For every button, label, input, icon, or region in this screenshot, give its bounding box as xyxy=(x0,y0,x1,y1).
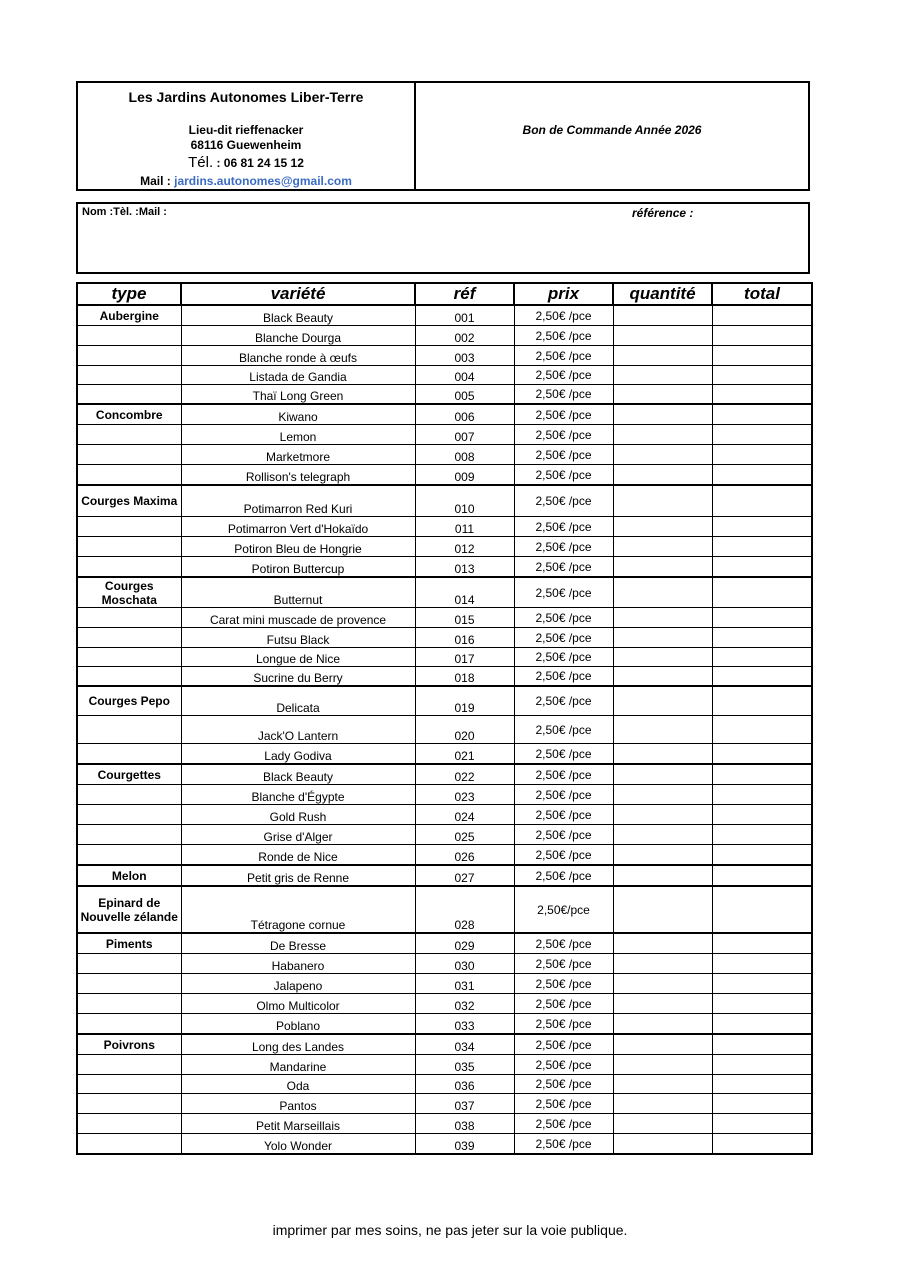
table-row xyxy=(77,425,812,445)
mail-line xyxy=(78,174,414,188)
product-type xyxy=(77,1014,181,1035)
product-ref: 013 xyxy=(415,557,514,578)
product-type xyxy=(77,425,181,445)
total-cell xyxy=(712,608,812,628)
table-row xyxy=(77,628,812,648)
product-type xyxy=(77,994,181,1014)
table-row xyxy=(77,744,812,765)
product-ref: 025 xyxy=(415,825,514,845)
total-cell xyxy=(712,1075,812,1094)
product-ref: 002 xyxy=(415,326,514,346)
quantity-cell[interactable] xyxy=(613,1075,712,1094)
product-ref: 038 xyxy=(415,1114,514,1134)
product-ref: 021 xyxy=(415,744,514,765)
product-variety: Gold Rush xyxy=(181,805,415,825)
total-cell xyxy=(712,485,812,517)
product-ref: 029 xyxy=(415,933,514,954)
product-price: 2,50€ /pce xyxy=(514,865,613,886)
quantity-cell[interactable] xyxy=(613,764,712,785)
total-cell xyxy=(712,785,812,805)
product-variety: Thaï Long Green xyxy=(181,385,415,405)
product-type: Concombre xyxy=(77,404,181,425)
product-price: 2,50€ /pce xyxy=(514,805,613,825)
table-row xyxy=(77,1075,812,1094)
product-variety: Futsu Black xyxy=(181,628,415,648)
quantity-cell[interactable] xyxy=(613,648,712,667)
product-variety: Olmo Multicolor xyxy=(181,994,415,1014)
product-type xyxy=(77,608,181,628)
product-variety: Pantos xyxy=(181,1094,415,1114)
quantity-cell[interactable] xyxy=(613,954,712,974)
order-table-body xyxy=(77,305,812,1154)
product-price: 2,50€ /pce xyxy=(514,667,613,687)
quantity-cell[interactable] xyxy=(613,1055,712,1075)
table-row xyxy=(77,445,812,465)
total-cell xyxy=(712,716,812,744)
product-type xyxy=(77,845,181,866)
table-row xyxy=(77,886,812,933)
table-row xyxy=(77,537,812,557)
product-variety: Potimarron Vert d'Hokaïdo xyxy=(181,517,415,537)
header-total: total xyxy=(712,283,812,305)
quantity-cell[interactable] xyxy=(613,845,712,866)
quantity-cell[interactable] xyxy=(613,608,712,628)
table-row xyxy=(77,465,812,486)
product-variety: Potiron Bleu de Hongrie xyxy=(181,537,415,557)
header-quantity: quantité xyxy=(613,283,712,305)
total-cell xyxy=(712,933,812,954)
table-row xyxy=(77,385,812,405)
table-row xyxy=(77,1094,812,1114)
product-price: 2,50€ /pce xyxy=(514,485,613,517)
address-line-1: Lieu-dit rieffenacker xyxy=(188,123,304,137)
product-type: Epinard de Nouvelle zélande xyxy=(77,886,181,933)
table-row xyxy=(77,716,812,744)
quantity-cell[interactable] xyxy=(613,933,712,954)
product-type xyxy=(77,1114,181,1134)
table-row xyxy=(77,517,812,537)
product-price: 2,50€ /pce xyxy=(514,577,613,608)
quantity-cell[interactable] xyxy=(613,1014,712,1035)
table-row xyxy=(77,974,812,994)
product-type xyxy=(77,825,181,845)
total-cell xyxy=(712,366,812,385)
product-ref: 015 xyxy=(415,608,514,628)
total-cell xyxy=(712,326,812,346)
product-type xyxy=(77,385,181,405)
product-variety: Lemon xyxy=(181,425,415,445)
header-price: prix xyxy=(514,283,613,305)
total-cell xyxy=(712,764,812,785)
product-variety: Grise d'Alger xyxy=(181,825,415,845)
product-price: 2,50€ /pce xyxy=(514,366,613,385)
product-variety: Longue de Nice xyxy=(181,648,415,667)
quantity-cell[interactable] xyxy=(613,744,712,765)
product-price: 2,50€ /pce xyxy=(514,305,613,326)
product-price: 2,50€ /pce xyxy=(514,385,613,405)
product-type xyxy=(77,744,181,765)
quantity-cell[interactable] xyxy=(613,865,712,886)
table-row xyxy=(77,326,812,346)
product-type xyxy=(77,954,181,974)
product-price: 2,50€ /pce xyxy=(514,785,613,805)
total-cell xyxy=(712,994,812,1014)
total-cell xyxy=(712,346,812,366)
quantity-cell[interactable] xyxy=(613,537,712,557)
product-type xyxy=(77,537,181,557)
product-variety: Habanero xyxy=(181,954,415,974)
product-price: 2,50€ /pce xyxy=(514,326,613,346)
product-type xyxy=(77,1094,181,1114)
document-title: Bon de Commande Année 2026 xyxy=(522,123,702,137)
product-price: 2,50€ /pce xyxy=(514,1034,613,1055)
product-price: 2,50€ /pce xyxy=(514,933,613,954)
product-variety: Petit Marseillais xyxy=(181,1114,415,1134)
product-ref: 033 xyxy=(415,1014,514,1035)
product-price: 2,50€ /pce xyxy=(514,648,613,667)
product-price: 2,50€ /pce xyxy=(514,1055,613,1075)
product-type xyxy=(77,326,181,346)
product-type: Courgettes xyxy=(77,764,181,785)
document-title-cell xyxy=(416,83,808,189)
table-row xyxy=(77,865,812,886)
quantity-cell[interactable] xyxy=(613,404,712,425)
table-row xyxy=(77,608,812,628)
product-price: 2,50€ /pce xyxy=(514,1094,613,1114)
product-type xyxy=(77,974,181,994)
total-cell xyxy=(712,1134,812,1155)
product-type xyxy=(77,1075,181,1094)
order-table xyxy=(76,282,813,1155)
product-price: 2,50€ /pce xyxy=(514,845,613,866)
product-variety: Ronde de Nice xyxy=(181,845,415,866)
product-variety: De Bresse xyxy=(181,933,415,954)
product-type xyxy=(77,465,181,486)
product-variety: Delicata xyxy=(181,686,415,716)
total-cell xyxy=(712,886,812,933)
product-variety: Yolo Wonder xyxy=(181,1134,415,1155)
product-variety: Marketmore xyxy=(181,445,415,465)
product-ref: 037 xyxy=(415,1094,514,1114)
total-cell xyxy=(712,517,812,537)
product-ref: 028 xyxy=(415,886,514,933)
quantity-cell[interactable] xyxy=(613,385,712,405)
reference-label: référence : xyxy=(632,206,694,220)
quantity-cell[interactable] xyxy=(613,1114,712,1134)
product-ref: 006 xyxy=(415,404,514,425)
quantity-cell[interactable] xyxy=(613,825,712,845)
product-price: 2,50€ /pce xyxy=(514,608,613,628)
table-row xyxy=(77,404,812,425)
quantity-cell[interactable] xyxy=(613,1034,712,1055)
quantity-cell[interactable] xyxy=(613,686,712,716)
product-type: Courges Maxima xyxy=(77,485,181,517)
product-ref: 024 xyxy=(415,805,514,825)
company-info xyxy=(78,83,416,189)
customer-info-box[interactable] xyxy=(76,202,810,274)
product-ref: 011 xyxy=(415,517,514,537)
product-variety: Listada de Gandia xyxy=(181,366,415,385)
total-cell xyxy=(712,628,812,648)
product-type xyxy=(77,346,181,366)
product-price: 2,50€ /pce xyxy=(514,744,613,765)
total-cell xyxy=(712,1114,812,1134)
product-price: 2,50€ /pce xyxy=(514,346,613,366)
table-row xyxy=(77,1134,812,1155)
mail-link[interactable]: jardins.autonomes@gmail.com xyxy=(174,174,352,188)
product-variety: Black Beauty xyxy=(181,764,415,785)
footer-note: imprimer par mes soins, ne pas jeter sur la voie publique. xyxy=(272,1222,628,1238)
product-type xyxy=(77,716,181,744)
product-price: 2,50€ /pce xyxy=(514,628,613,648)
product-type: Courges Pepo xyxy=(77,686,181,716)
product-type xyxy=(77,805,181,825)
product-price: 2,50€ /pce xyxy=(514,825,613,845)
product-price: 2,50€ /pce xyxy=(514,686,613,716)
product-ref: 020 xyxy=(415,716,514,744)
table-row xyxy=(77,686,812,716)
quantity-cell[interactable] xyxy=(613,785,712,805)
product-ref: 022 xyxy=(415,764,514,785)
quantity-cell[interactable] xyxy=(613,445,712,465)
quantity-cell[interactable] xyxy=(613,667,712,687)
product-ref: 014 xyxy=(415,577,514,608)
header-variety: variété xyxy=(181,283,415,305)
total-cell xyxy=(712,865,812,886)
quantity-cell[interactable] xyxy=(613,425,712,445)
table-row xyxy=(77,577,812,608)
product-price: 2,50€ /pce xyxy=(514,517,613,537)
table-row xyxy=(77,305,812,326)
total-cell xyxy=(712,425,812,445)
product-ref: 001 xyxy=(415,305,514,326)
quantity-cell[interactable] xyxy=(613,886,712,933)
product-type xyxy=(77,667,181,687)
total-cell xyxy=(712,1055,812,1075)
product-price: 2,50€ /pce xyxy=(514,537,613,557)
product-type xyxy=(77,517,181,537)
phone-line xyxy=(78,154,414,171)
product-variety: Rollison's telegraph xyxy=(181,465,415,486)
table-row xyxy=(77,485,812,517)
quantity-cell[interactable] xyxy=(613,366,712,385)
total-cell xyxy=(712,648,812,667)
quantity-cell[interactable] xyxy=(613,346,712,366)
table-row xyxy=(77,785,812,805)
product-type xyxy=(77,445,181,465)
total-cell xyxy=(712,845,812,866)
product-ref: 036 xyxy=(415,1075,514,1094)
total-cell xyxy=(712,404,812,425)
customer-fields-label: Nom :Tèl. :Mail : xyxy=(82,206,167,218)
product-price: 2,50€ /pce xyxy=(514,1134,613,1155)
product-price: 2,50€ /pce xyxy=(514,425,613,445)
product-price: 2,50€ /pce xyxy=(514,1114,613,1134)
product-type xyxy=(77,1134,181,1155)
quantity-cell[interactable] xyxy=(613,517,712,537)
product-ref: 010 xyxy=(415,485,514,517)
quantity-cell[interactable] xyxy=(613,577,712,608)
table-row xyxy=(77,1055,812,1075)
product-price: 2,50€ /pce xyxy=(514,404,613,425)
total-cell xyxy=(712,445,812,465)
table-row xyxy=(77,845,812,866)
table-row xyxy=(77,366,812,385)
product-ref: 018 xyxy=(415,667,514,687)
total-cell xyxy=(712,385,812,405)
product-price: 2,50€ /pce xyxy=(514,994,613,1014)
product-type: Courges Moschata xyxy=(77,577,181,608)
table-row xyxy=(77,667,812,687)
product-variety: Lady Godiva xyxy=(181,744,415,765)
phone-label: Tél. xyxy=(188,154,214,171)
table-row xyxy=(77,1034,812,1055)
table-row xyxy=(77,1014,812,1035)
quantity-cell[interactable] xyxy=(613,305,712,326)
product-type xyxy=(77,1055,181,1075)
product-ref: 032 xyxy=(415,994,514,1014)
product-variety: Blanche Dourga xyxy=(181,326,415,346)
total-cell xyxy=(712,577,812,608)
product-variety: Kiwano xyxy=(181,404,415,425)
product-type: Aubergine xyxy=(77,305,181,326)
product-variety: Petit gris de Renne xyxy=(181,865,415,886)
quantity-cell[interactable] xyxy=(613,994,712,1014)
product-type: Poivrons xyxy=(77,1034,181,1055)
header-ref: réf xyxy=(415,283,514,305)
table-row xyxy=(77,825,812,845)
total-cell xyxy=(712,1014,812,1035)
product-price: 2,50€ /pce xyxy=(514,716,613,744)
table-row xyxy=(77,805,812,825)
product-variety: Sucrine du Berry xyxy=(181,667,415,687)
header-box xyxy=(76,81,810,191)
product-ref: 026 xyxy=(415,845,514,866)
quantity-cell[interactable] xyxy=(613,485,712,517)
product-variety: Jack'O Lantern xyxy=(181,716,415,744)
table-header-row xyxy=(77,283,812,305)
product-price: 2,50€ /pce xyxy=(514,1075,613,1094)
product-ref: 023 xyxy=(415,785,514,805)
quantity-cell[interactable] xyxy=(613,557,712,578)
quantity-cell[interactable] xyxy=(613,465,712,486)
quantity-cell[interactable] xyxy=(613,974,712,994)
quantity-cell[interactable] xyxy=(613,1094,712,1114)
table-row xyxy=(77,1114,812,1134)
product-type xyxy=(77,366,181,385)
product-price: 2,50€ /pce xyxy=(514,974,613,994)
table-row xyxy=(77,346,812,366)
product-ref: 003 xyxy=(415,346,514,366)
product-ref: 008 xyxy=(415,445,514,465)
product-variety: Oda xyxy=(181,1075,415,1094)
product-type xyxy=(77,557,181,578)
product-variety: Potimarron Red Kuri xyxy=(181,485,415,517)
product-price: 2,50€/pce xyxy=(514,886,613,933)
product-variety: Black Beauty xyxy=(181,305,415,326)
table-row xyxy=(77,648,812,667)
product-price: 2,50€ /pce xyxy=(514,465,613,486)
product-price: 2,50€ /pce xyxy=(514,1014,613,1035)
product-variety: Mandarine xyxy=(181,1055,415,1075)
product-price: 2,50€ /pce xyxy=(514,557,613,578)
table-row xyxy=(77,954,812,974)
table-row xyxy=(77,994,812,1014)
total-cell xyxy=(712,557,812,578)
total-cell xyxy=(712,1034,812,1055)
product-type xyxy=(77,628,181,648)
product-ref: 035 xyxy=(415,1055,514,1075)
product-ref: 005 xyxy=(415,385,514,405)
product-ref: 016 xyxy=(415,628,514,648)
product-ref: 012 xyxy=(415,537,514,557)
product-type: Piments xyxy=(77,933,181,954)
total-cell xyxy=(712,954,812,974)
product-ref: 039 xyxy=(415,1134,514,1155)
product-type xyxy=(77,648,181,667)
product-ref: 007 xyxy=(415,425,514,445)
product-ref: 009 xyxy=(415,465,514,486)
total-cell xyxy=(712,305,812,326)
table-row xyxy=(77,764,812,785)
total-cell xyxy=(712,744,812,765)
header-type: type xyxy=(77,283,181,305)
phone-number: : 06 81 24 15 12 xyxy=(213,156,304,170)
table-row xyxy=(77,933,812,954)
total-cell xyxy=(712,805,812,825)
quantity-cell[interactable] xyxy=(613,716,712,744)
product-ref: 031 xyxy=(415,974,514,994)
total-cell xyxy=(712,537,812,557)
total-cell xyxy=(712,465,812,486)
mail-label: Mail : xyxy=(140,174,175,188)
product-variety: Long des Landes xyxy=(181,1034,415,1055)
product-ref: 017 xyxy=(415,648,514,667)
total-cell xyxy=(712,974,812,994)
total-cell xyxy=(712,825,812,845)
product-ref: 034 xyxy=(415,1034,514,1055)
product-type: Melon xyxy=(77,865,181,886)
product-variety: Blanche ronde à œufs xyxy=(181,346,415,366)
product-variety: Butternut xyxy=(181,577,415,608)
product-variety: Jalapeno xyxy=(181,974,415,994)
product-price: 2,50€ /pce xyxy=(514,445,613,465)
quantity-cell[interactable] xyxy=(613,805,712,825)
product-price: 2,50€ /pce xyxy=(514,764,613,785)
product-ref: 027 xyxy=(415,865,514,886)
company-name: Les Jardins Autonomes Liber-Terre xyxy=(128,89,364,105)
table-row xyxy=(77,557,812,578)
total-cell xyxy=(712,1094,812,1114)
product-variety: Carat mini muscade de provence xyxy=(181,608,415,628)
product-ref: 004 xyxy=(415,366,514,385)
product-ref: 019 xyxy=(415,686,514,716)
product-variety: Blanche d'Égypte xyxy=(181,785,415,805)
product-ref: 030 xyxy=(415,954,514,974)
product-type xyxy=(77,785,181,805)
address-line-2: 68116 Guewenheim xyxy=(190,138,302,152)
product-variety: Poblano xyxy=(181,1014,415,1035)
product-variety: Tétragone cornue xyxy=(181,886,415,933)
total-cell xyxy=(712,667,812,687)
quantity-cell[interactable] xyxy=(613,628,712,648)
product-variety: Potiron Buttercup xyxy=(181,557,415,578)
quantity-cell[interactable] xyxy=(613,1134,712,1155)
quantity-cell[interactable] xyxy=(613,326,712,346)
product-price: 2,50€ /pce xyxy=(514,954,613,974)
total-cell xyxy=(712,686,812,716)
